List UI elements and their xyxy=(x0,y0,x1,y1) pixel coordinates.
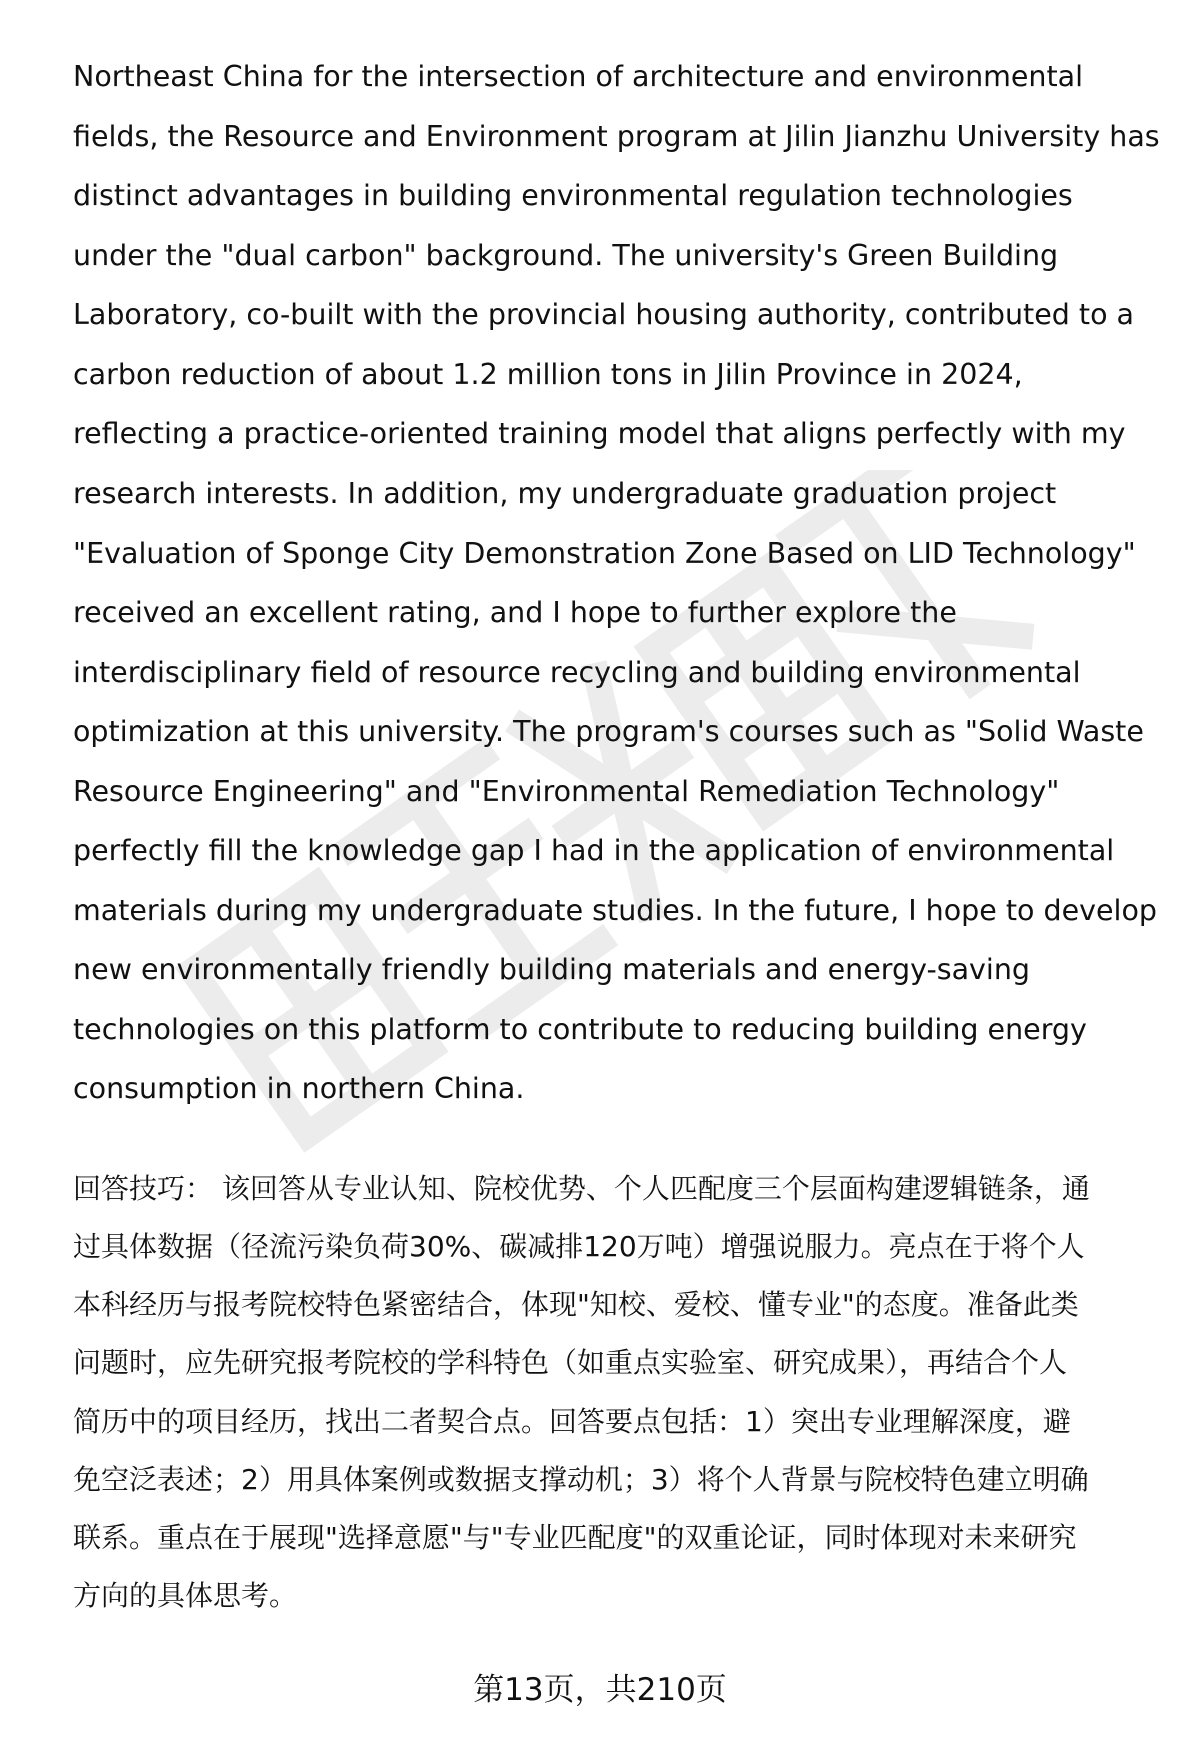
paragraph-line: Northeast China for the intersection of architecture and environmental xyxy=(73,60,1084,93)
tips-line: 回答技巧： 该回答从专业认知、院校优势、个人匹配度三个层面构建逻辑链条，通 xyxy=(73,1172,1090,1205)
paragraph-line: reflecting a practice-oriented training model that aligns perfectly with my xyxy=(73,417,1126,450)
paragraph-line: interdisciplinary field of resource recycling and building environmental xyxy=(73,656,1081,689)
tips-line: 联系。重点在于展现"选择意愿"与"专业匹配度"的双重论证，同时体现对未来研究 xyxy=(73,1521,1077,1554)
tips-line: 问题时，应先研究报考院校的学科特色（如重点实验室、研究成果），再结合个人 xyxy=(73,1346,1068,1379)
paragraph-line: Laboratory, co-built with the provincial housing authority, contributed to a xyxy=(73,298,1135,331)
paragraph-line: materials during my undergraduate studies. In the future, I hope to develop xyxy=(73,894,1158,927)
paragraph-line: fields, the Resource and Environment program at Jilin Jianzhu University has xyxy=(73,120,1160,153)
paragraph-line: Resource Engineering" and "Environmental Remediation Technology" xyxy=(73,775,1060,808)
paragraph-line: distinct advantages in building environmental regulation technologies xyxy=(73,179,1073,212)
paragraph-line: technologies on this platform to contribute to reducing building energy xyxy=(73,1013,1087,1046)
tips-line: 过具体数据（径流污染负荷30%、碳减排120万吨）增强说服力。亮点在于将个人 xyxy=(73,1230,1085,1263)
paragraph-line: received an excellent rating, and I hope to further explore the xyxy=(73,596,957,629)
paragraph-line: perfectly fill the knowledge gap I had in the application of environmental xyxy=(73,834,1115,867)
paragraph-line: new environmentally friendly building materials and energy-saving xyxy=(73,953,1030,986)
page-number: 第13页，共210页 xyxy=(473,1672,727,1708)
paragraph-line: carbon reduction of about 1.2 million tons in Jilin Province in 2024, xyxy=(73,358,1023,391)
paragraph-line: under the "dual carbon" background. The university's Green Building xyxy=(73,239,1059,272)
tips-line: 免空泛表述；2）用具体案例或数据支撑动机；3）将个人背景与院校特色建立明确 xyxy=(73,1463,1089,1496)
tips-line: 简历中的项目经历，找出二者契合点。回答要点包括：1）突出专业理解深度，避 xyxy=(73,1405,1071,1438)
paragraph-line: consumption in northern China. xyxy=(73,1072,525,1105)
paragraph-line: optimization at this university. The program's courses such as "Solid Waste xyxy=(73,715,1144,748)
paragraph-line: research interests. In addition, my undergraduate graduation project xyxy=(73,477,1057,510)
tips-line: 方向的具体思考。 xyxy=(73,1579,298,1612)
paragraph-line: "Evaluation of Sponge City Demonstration Zone Based on LID Technology" xyxy=(73,537,1136,570)
tips-line: 本科经历与报考院校特色紧密结合，体现"知校、爱校、懂专业"的态度。准备此类 xyxy=(73,1288,1079,1321)
